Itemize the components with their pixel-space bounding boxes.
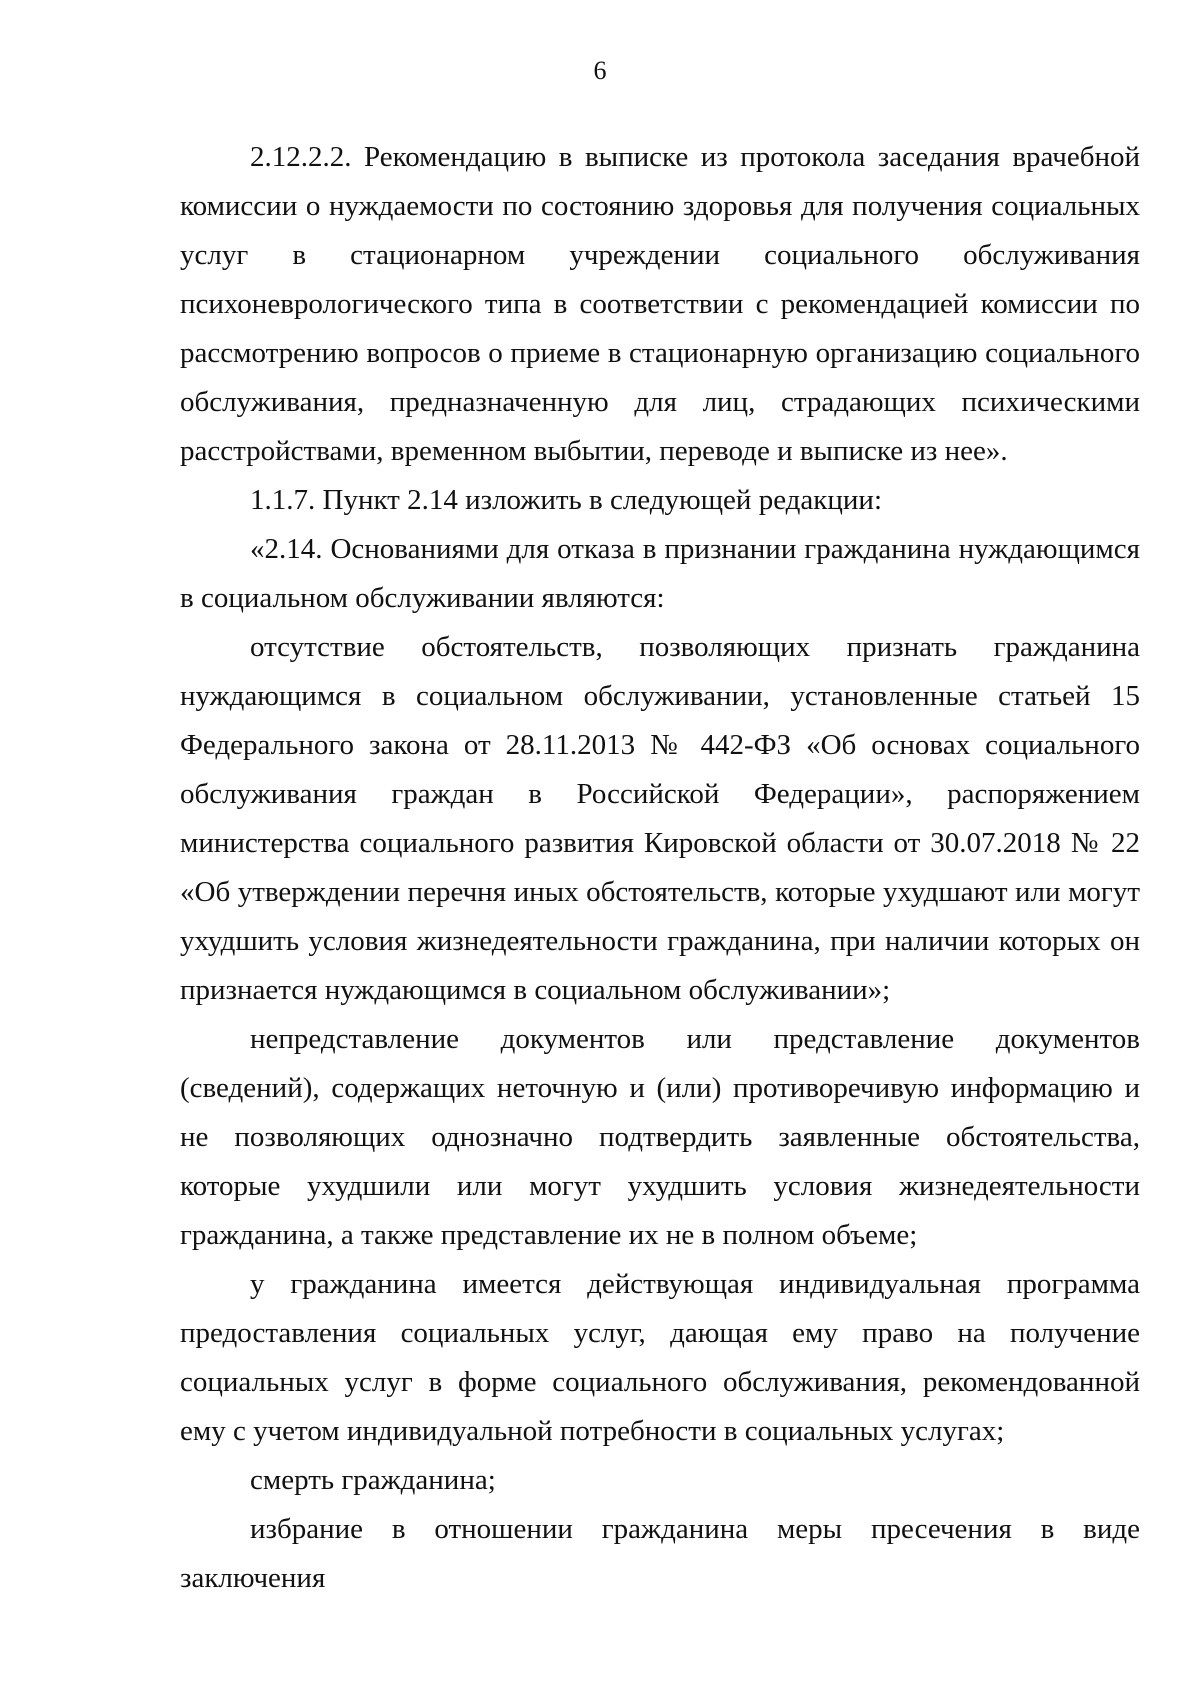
paragraph-2-12-2-2: 2.12.2.2. Рекомендацию в выписке из протокола заседания врачебной комиссии о нуждаемости по состоянию здоровья для получения социальных услуг в стационарном учреждении социального обслуживания психоневрологического типа в соответствии с рекомендацией комиссии по рассмотрению вопросов о приеме в стационарную организацию социального обслуживания, предназначенную для лиц, страдающих психическими расстройствами, временном выбытии, переводе и выписке из нее». xyxy=(180,141,1140,467)
paragraph-absence-of-circumstances: отсутствие обстоятельств, позволяющих признать гражданина нуждающимся в социальном обслуживании, установленные статьей 15 Федерального закона от 28.11.2013 № 442-ФЗ «Об основах социального обслуживания граждан в Российской Федерации», распоряжением министерства социального развития Кировской области от 30.07.2018 № 22 «Об утверждении перечня иных обстоятельств, которые ухудшают или могут ухудшить условия жизнедеятельности гражданина, при наличии которых он признается нуждающимся в социальном обслуживании»; xyxy=(180,631,1140,1006)
document-body xyxy=(180,133,1140,1603)
paragraph-existing-program: у гражданина имеется действующая индивидуальная программа предоставления социальных услуг, дающая ему право на получение социальных услуг в форме социального обслуживания, рекомендованной ему с учетом индивидуальной потребности в социальных услугах; xyxy=(180,1268,1140,1447)
page-number: 6 xyxy=(593,56,607,85)
paragraph-death-of-citizen: смерть гражданина; xyxy=(250,1464,496,1496)
paragraph-non-submission-of-documents: непредставление документов или представление документов (сведений), содержащих неточную и (или) противоречивую информацию и не позволяющих однозначно подтвердить заявленные обстоятельства, которые ухудшили или могут ухудшить условия жизнедеятельности гражданина, а также представление их не в полном объеме; xyxy=(180,1023,1140,1251)
paragraph-2-14-intro: «2.14. Основаниями для отказа в признании гражданина нуждающимся в социальном обслуживании являются: xyxy=(180,533,1140,614)
paragraph-1-1-7: 1.1.7. Пункт 2.14 изложить в следующей редакции: xyxy=(250,484,883,516)
paragraph-preventive-measure: избрание в отношении гражданина меры пресечения в виде заключения xyxy=(180,1513,1140,1594)
